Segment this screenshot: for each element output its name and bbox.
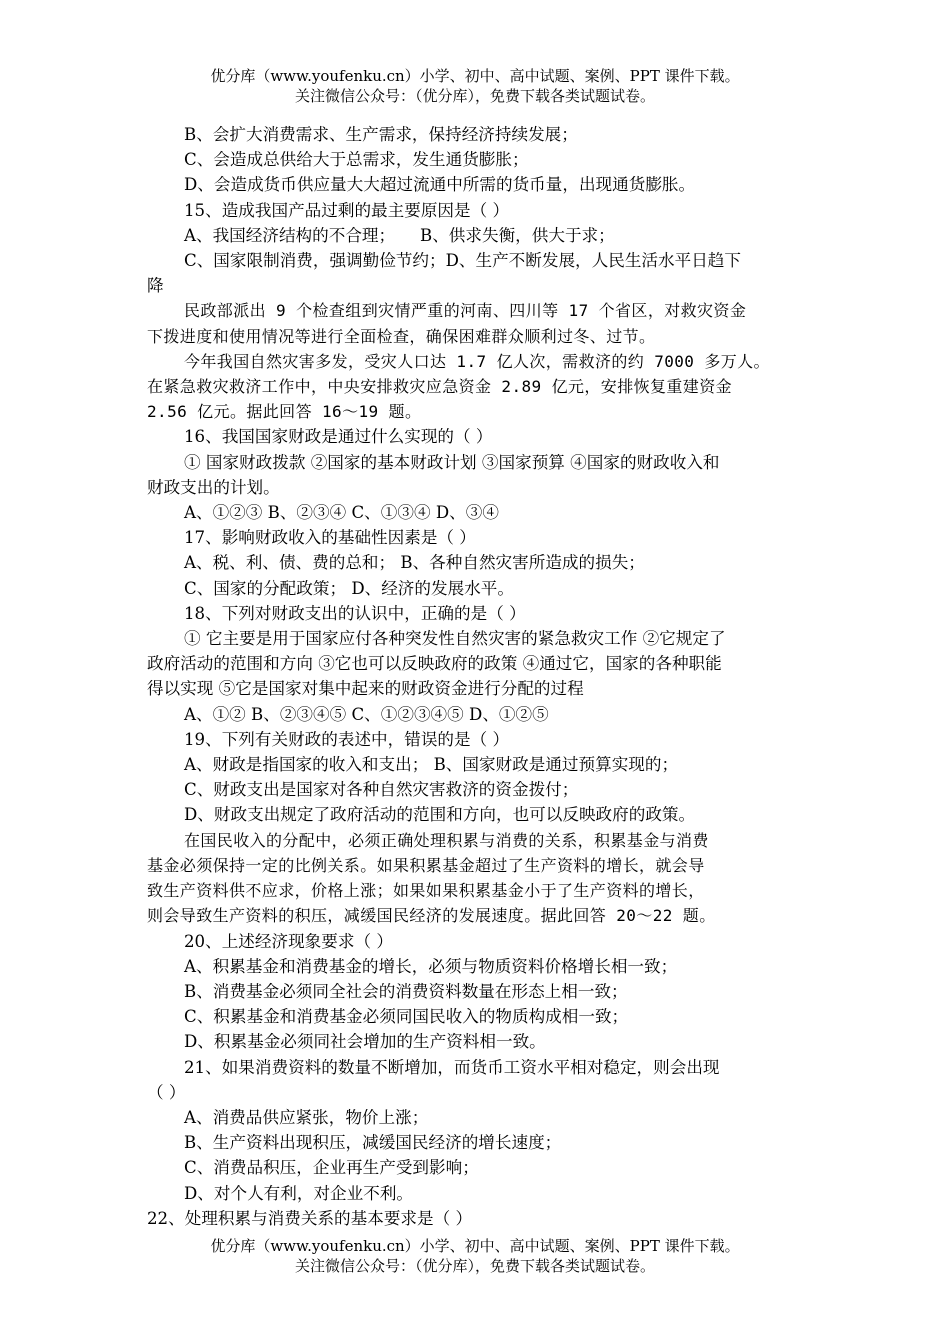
footer-line-2: 关注微信公众号：（优分库），免费下载各类试题试卷。 — [294, 1257, 655, 1275]
text-line: C、会造成总供给大于总需求，发生通货膨胀； — [184, 150, 529, 170]
text-line: C、国家的分配政策； D、经济的发展水平。 — [184, 578, 514, 598]
text-line: C、国家限制消费，强调勤俭节约；D、生产不断发展，人民生活水平日趋下 — [184, 251, 741, 271]
question-22: 22、处理积累与消费关系的基本要求是（ ） — [147, 1208, 473, 1228]
question-15: 15、造成我国产品过剩的最主要原因是（ ） — [184, 200, 510, 220]
text-line: D、财政支出规定了政府活动的范围和方向，也可以反映政府的政策。 — [184, 805, 696, 825]
text-line: D、会造成货币供应量大大超过流通中所需的货币量，出现通货膨胀。 — [184, 175, 696, 195]
text-line: A、税、利、债、费的总和； B、各种自然灾害所造成的损失； — [184, 553, 645, 573]
text-line: ① 国家财政拨款 ②国家的基本财政计划 ③国家预算 ④国家的财政收入和 — [184, 452, 720, 472]
text-line: B、消费基金必须同全社会的消费资料数量在形态上相一致； — [184, 981, 628, 1001]
text-line: B、生产资料出现积压，减缓国民经济的增长速度； — [184, 1133, 562, 1153]
text-line: C、财政支出是国家对各种自然灾害救济的资金拨付； — [184, 780, 579, 800]
passage-line: 下拨进度和使用情况等进行全面检查，确保困难群众顺利过冬、过节。 — [147, 326, 656, 346]
question-16: 16、我国国家财政是通过什么实现的（ ） — [184, 427, 493, 447]
question-21: 21、如果消费资料的数量不断增加，而货币工资水平相对稳定，则会出现 — [184, 1057, 720, 1077]
text-line: （ ） — [147, 1082, 186, 1102]
text-line: B、会扩大消费需求、生产需求，保持经济持续发展； — [184, 125, 578, 144]
passage-line: 致生产资料供不应求，价格上涨；如果如果积累基金小于了生产资料的增长， — [147, 881, 705, 901]
passage-line: 今年我国自然灾害多发，受灾人口达 1.7 亿人次，需救济的约 7000 多万人。 — [184, 351, 770, 371]
passage-line: 在紧急救灾救济工作中，中央安排救灾应急资金 2.89 亿元，安排恢复重建资金 — [147, 377, 732, 397]
header-line-2: 关注微信公众号：（优分库），免费下载各类试题试卷。 — [294, 87, 655, 105]
text-line: D、对个人有利，对企业不利。 — [184, 1183, 414, 1203]
text-line: 政府活动的范围和方向 ③它也可以反映政府的政策 ④通过它，国家的各种职能 — [147, 654, 722, 674]
passage-line: 民政部派出 9 个检查组到灾情严重的河南、四川等 17 个省区，对救灾资金 — [184, 301, 747, 321]
passage-line: 基金必须保持一定的比例关系。如果积累基金超过了生产资料的增长，就会导 — [147, 855, 705, 875]
text-line: A、①②③ B、②③④ C、①③④ D、③④ — [184, 503, 499, 523]
text-line: A、我国经济结构的不合理； B、供求失衡，供大于求； — [184, 225, 615, 245]
passage-line: 在国民收入的分配中，必须正确处理积累与消费的关系，积累基金与消费 — [184, 830, 709, 850]
text-line: A、积累基金和消费基金的增长，必须与物质资料价格增长相一致； — [184, 956, 678, 976]
text-line: C、积累基金和消费基金必须同国民收入的物质构成相一致； — [184, 1007, 629, 1027]
text-line: A、财政是指国家的收入和支出； B、国家财政是通过预算实现的； — [184, 755, 679, 775]
header-line-1: 优分库（www.youfenku.cn）小学、初中、高中试题、案例、PPT 课件下载。 — [210, 67, 740, 85]
text-line: 降 — [147, 276, 164, 296]
document-body — [147, 122, 807, 1231]
question-17: 17、影响财政收入的基础性因素是（ ） — [184, 528, 476, 548]
text-line: A、①② B、②③④⑤ C、①②③④⑤ D、①②⑤ — [184, 704, 549, 724]
text-line: C、消费品积压，企业再生产受到影响； — [184, 1158, 479, 1178]
page-footer — [0, 1236, 950, 1276]
text-line: D、积累基金必须同社会增加的生产资料相一致。 — [184, 1032, 546, 1052]
question-19: 19、下列有关财政的表述中，错误的是（ ） — [184, 729, 510, 749]
passage-line: 2.56 亿元。据此回答 16～19 题。 — [147, 402, 422, 422]
passage-line: 则会导致生产资料的积压，减缓国民经济的发展速度。据此回答 20～22 题。 — [147, 906, 716, 926]
text-line: ① 它主要是用于国家应付各种突发性自然灾害的紧急救灾工作 ②它规定了 — [184, 629, 726, 649]
footer-line-1: 优分库（www.youfenku.cn）小学、初中、高中试题、案例、PPT 课件下载。 — [210, 1237, 740, 1255]
page-header — [0, 66, 950, 106]
text-line: 财政支出的计划。 — [147, 477, 280, 497]
text-line: A、消费品供应紧张，物价上涨； — [184, 1107, 429, 1127]
question-18: 18、下列对财政支出的认识中，正确的是（ ） — [184, 603, 526, 623]
question-20: 20、上述经济现象要求（ ） — [184, 931, 393, 951]
text-line: 得以实现 ⑤它是国家对集中起来的财政资金进行分配的过程 — [147, 679, 584, 699]
